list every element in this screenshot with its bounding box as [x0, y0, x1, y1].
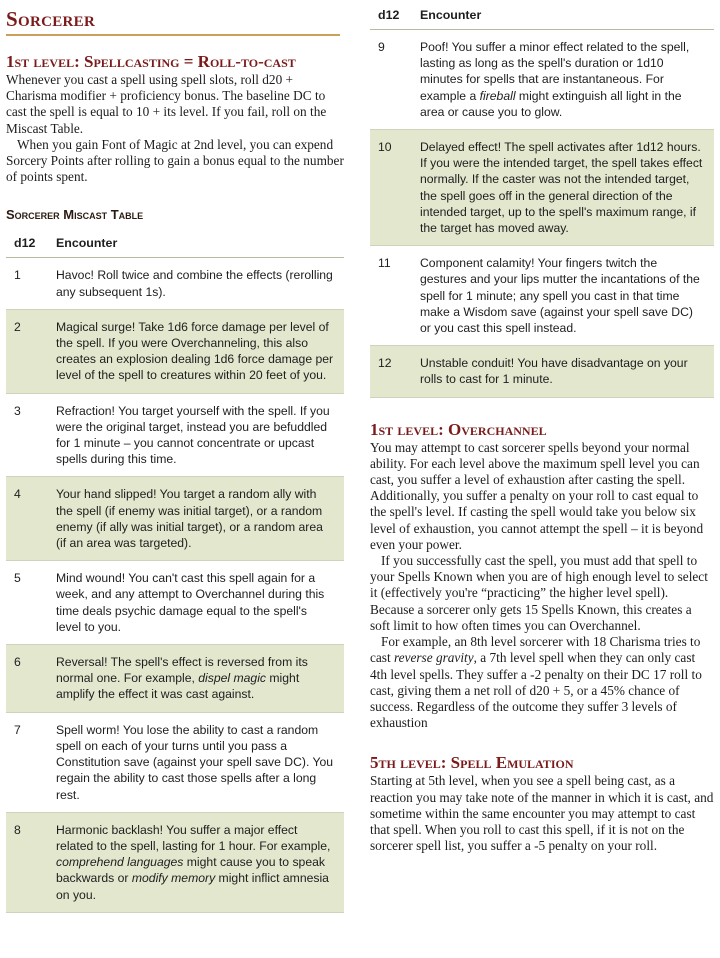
row-text-part: might cause you to speak backwards or	[56, 855, 325, 886]
section-title: Sorcerer	[6, 7, 96, 31]
left-column	[6, 0, 344, 913]
spell-name: fireball	[479, 88, 516, 103]
paragraph-part: , a 7th level spell when they can only cast 4th level spells. They suffer a -2 penalty on their DC 17 roll to cast, giving them a net roll of d20 + 5, or a 45% chance of success. Regardless of the outcome they suffer 3 levels of exhaustion	[370, 650, 702, 731]
spellcasting-heading: 1st level: Spellcasting = Roll-to-cast	[6, 52, 296, 71]
row-text: Unstable conduit! You have disadvantage on your rolls to cast for 1 minute.	[420, 346, 714, 397]
table-header-row	[370, 0, 714, 30]
overchannel-paragraph-3	[370, 634, 714, 731]
table-row	[6, 645, 344, 713]
row-text	[56, 645, 344, 713]
spellcasting-paragraph-2: When you gain Font of Magic at 2nd level, you can expend Sorcery Points after rolling to gain a bonus equal to the number of points spent.	[6, 136, 344, 185]
row-text-part: might inflict amnesia on you.	[56, 871, 329, 902]
table-header-row	[6, 228, 344, 258]
spell-name: comprehend languages	[56, 855, 184, 870]
table-row	[6, 258, 344, 309]
row-text	[420, 30, 714, 130]
table-row	[370, 346, 714, 397]
table-row	[6, 812, 344, 912]
row-number: 10	[370, 130, 420, 246]
row-number: 12	[370, 346, 420, 397]
row-text-part: Poof! You suffer a minor effect related to the spell, lasting as long as the spell's duration or 1d10 minutes for spells that are instantaneous. For example a	[420, 40, 690, 103]
overchannel-heading: 1st level: Overchannel	[370, 419, 547, 439]
right-column	[370, 0, 714, 854]
row-number: 1	[6, 258, 56, 309]
row-number: 4	[6, 477, 56, 561]
row-text-part: might amplify the effect it was cast against.	[56, 671, 300, 702]
row-text: Delayed effect! The spell activates after 1d12 hours. If you were the intended target, the spell takes effect normally. If the caster was not the intended target, the spell goes off in the general direction of the intended target, up to the spell's maximum range, if the target has moved away.	[420, 130, 714, 246]
table-row	[370, 130, 714, 246]
table-row	[370, 246, 714, 346]
row-number: 6	[6, 645, 56, 713]
row-text: Component calamity! Your fingers twitch the gestures and your lips mutter the incantations of the spell for 1 minute; any spell you cast in that time make a Wisdom save (against your spell save DC) or you cast this spell instead.	[420, 246, 714, 346]
miscast-table-right	[370, 0, 714, 398]
row-text: Havoc! Roll twice and combine the effects (rerolling any subsequent 1s).	[56, 258, 344, 309]
miscast-table-left	[6, 228, 344, 912]
title-divider	[6, 34, 340, 36]
column-header-encounter: Encounter	[56, 228, 344, 258]
row-number: 7	[6, 712, 56, 812]
table-row	[6, 309, 344, 393]
row-text-part: Harmonic backlash! You suffer a major effect related to the spell, lasting for 1 hour. For example,	[56, 822, 331, 853]
overchannel-paragraph-1: You may attempt to cast sorcerer spells beyond your normal ability. For each level above the maximum spell level you can cast, you suffer a level of exhaustion after casting the spell. Additionally, you suffer a penalty on your roll to cast equal to the spell's level. If casting the spell would take you below six level of exhaustion, you cannot attempt the spell – it is beyond even your power.	[370, 439, 704, 552]
spell-name: reverse gravity	[394, 650, 474, 666]
row-text-part: might extinguish all light in the area or cause you to glow.	[420, 88, 682, 119]
overchannel-paragraph-2: If you successfully cast the spell, you must add that spell to your Spells Known when you are of high enough level to select it (effectively you're “practicing” the higher level spell). Because a sorcerer only gets 15 Spells Known, this creates a soft limit to how often times you can Overchannel.	[370, 553, 708, 633]
column-header-d12: d12	[6, 228, 56, 258]
table-row	[6, 393, 344, 477]
row-text: Magical surge! Take 1d6 force damage per level of the spell. If you were Overchanneling, this also creates an explosion dealing 1d6 force damage per level of the spell to creatures within 20 feet of you.	[56, 309, 344, 393]
spellcasting-paragraph-1: Whenever you cast a spell using spell slots, roll d20 + Charisma modifier + proficiency bonus. The baseline DC to cast the spell is equal to 10 + its level. If you fail, roll on the Miscast Table.	[6, 72, 327, 136]
table-row	[370, 30, 714, 130]
row-text: Refraction! You target yourself with the spell. If you were the original target, instead you are befuddled for 1 minute – you cannot concentrate or upcast spells during this time.	[56, 393, 344, 477]
row-number: 5	[6, 561, 56, 645]
spell-emulation-paragraph: Starting at 5th level, when you see a spell being cast, as a reaction you may take note of the manner in which it is cast, and sometime within the same encounter you may attempt to cast that spell. When you roll to cast this spell, if it is not on the sorcerer spell list, you suffer a -5 penalty on your roll.	[370, 773, 714, 854]
row-number: 8	[6, 812, 56, 912]
row-text: Spell worm! You lose the ability to cast a random spell on each of your turns until you pass a Constitution save (against your spell save DC). You regain the ability to cast those spells after a long rest.	[56, 712, 344, 812]
miscast-table-heading: Sorcerer Miscast Table	[6, 207, 144, 223]
row-number: 3	[6, 393, 56, 477]
row-number: 11	[370, 246, 420, 346]
table-row	[6, 712, 344, 812]
table-row	[6, 561, 344, 645]
row-text	[56, 812, 344, 912]
row-text: Mind wound! You can't cast this spell again for a week, and any attempt to Overchannel during this time deals psychic damage equal to the spell's level to you.	[56, 561, 344, 645]
column-header-encounter: Encounter	[420, 0, 714, 30]
column-header-d12: d12	[370, 0, 420, 30]
row-number: 2	[6, 309, 56, 393]
row-number: 9	[370, 30, 420, 130]
spell-name: dispel magic	[198, 671, 267, 686]
paragraph-part: For example, an 8th level sorcerer with 18 Charisma tries to cast	[370, 634, 701, 666]
row-text-part: Reversal! The spell's effect is reversed from its normal one. For example,	[56, 655, 308, 686]
spell-name: modify memory	[131, 871, 216, 886]
row-text: Your hand slipped! You target a random ally with the spell (if enemy was initial target), or a random enemy (if ally was initial target), or a random area (if an area was targeted).	[56, 477, 344, 561]
spell-emulation-heading: 5th level: Spell Emulation	[370, 753, 574, 773]
table-row	[6, 477, 344, 561]
